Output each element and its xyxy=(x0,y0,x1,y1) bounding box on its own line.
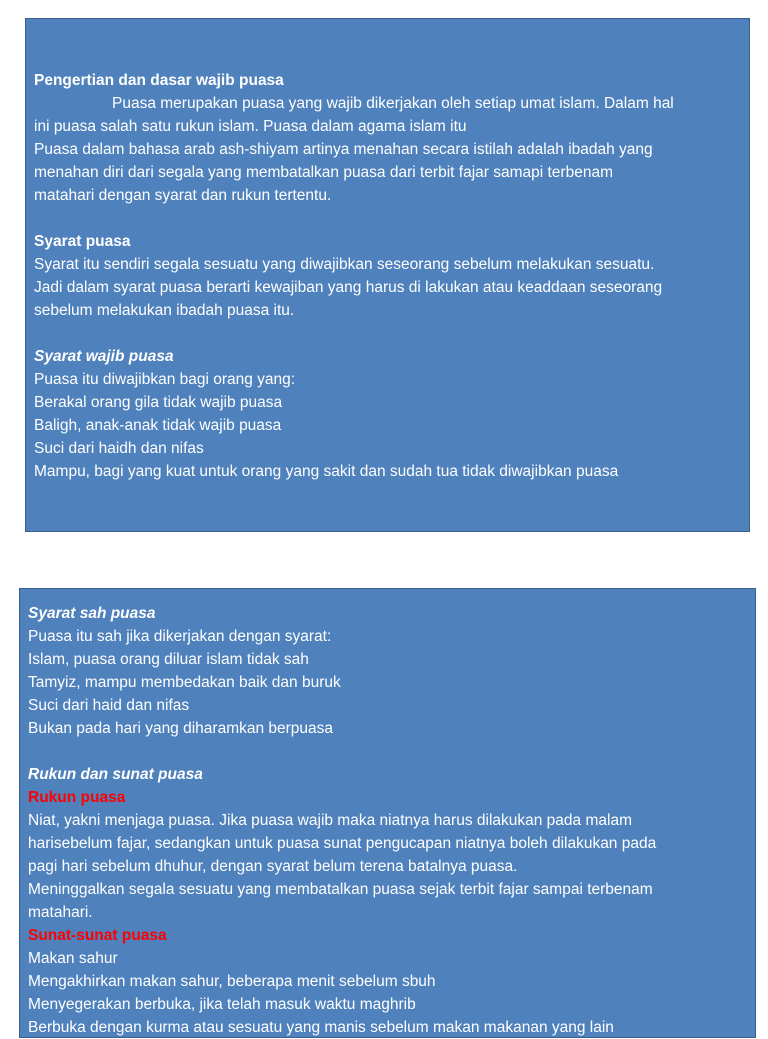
text-line: pagi hari sebelum dhuhur, dengan syarat belum terena batalnya puasa. xyxy=(28,858,518,875)
text-line: Makan sahur xyxy=(28,950,118,967)
heading-rukun-sunat: Rukun dan sunat puasa xyxy=(28,766,203,783)
text-line: Baligh, anak-anak tidak wajib puasa xyxy=(34,417,282,434)
text-line: harisebelum fajar, sedangkan untuk puasa sunat pengucapan niatnya boleh dilakukan pada xyxy=(28,835,657,852)
text-line: menahan diri dari segala yang membatalkan puasa dari terbit fajar samapi terbenam xyxy=(34,164,613,181)
slide-2 xyxy=(19,588,756,1038)
text-line: Puasa merupakan puasa yang wajib dikerjakan oleh setiap umat islam. Dalam hal xyxy=(112,95,674,112)
text-line: Suci dari haid dan nifas xyxy=(28,697,190,714)
text-line: Berbuka dengan kurma atau sesuatu yang manis sebelum makan makanan yang lain xyxy=(28,1019,614,1036)
text-line: Tamyiz, mampu membedakan baik dan buruk xyxy=(28,674,341,691)
heading-syarat-sah: Syarat sah puasa xyxy=(28,605,156,622)
text-line: Mampu, bagi yang kuat untuk orang yang sakit dan sudah tua tidak diwajibkan puasa xyxy=(34,463,619,480)
subheading-rukun-puasa: Rukun puasa xyxy=(28,789,126,806)
text-line: Bukan pada hari yang diharamkan berpuasa xyxy=(28,720,334,737)
subheading-sunat-puasa: Sunat-sunat puasa xyxy=(28,927,167,944)
text-line: matahari dengan syarat dan rukun tertentu. xyxy=(34,187,332,204)
heading-syarat-puasa: Syarat puasa xyxy=(34,233,131,250)
text-line: Niat, yakni menjaga puasa. Jika puasa wajib maka niatnya harus dilakukan pada malam xyxy=(28,812,632,829)
text-line: Syarat itu sendiri segala sesuatu yang diwajibkan seseorang sebelum melakukan sesuatu. xyxy=(34,256,655,273)
heading-pengertian: Pengertian dan dasar wajib puasa xyxy=(34,72,284,89)
text-line: Menyegerakan berbuka, jika telah masuk waktu maghrib xyxy=(28,996,416,1013)
slide-1 xyxy=(25,18,750,532)
text-line: Puasa itu diwajibkan bagi orang yang: xyxy=(34,371,296,388)
text-line: Berakal orang gila tidak wajib puasa xyxy=(34,394,283,411)
text-line: sebelum melakukan ibadah puasa itu. xyxy=(34,302,295,319)
text-line: Islam, puasa orang diluar islam tidak sah xyxy=(28,651,309,668)
text-line: Jadi dalam syarat puasa berarti kewajiban yang harus di lakukan atau keaddaan seseorang xyxy=(34,279,663,296)
text-line: ini puasa salah satu rukun islam. Puasa dalam agama islam itu xyxy=(34,118,467,135)
text-line: Mengakhirkan makan sahur, beberapa menit sebelum sbuh xyxy=(28,973,436,990)
text-line: Suci dari haidh dan nifas xyxy=(34,440,204,457)
heading-syarat-wajib: Syarat wajib puasa xyxy=(34,348,174,365)
text-line: Puasa dalam bahasa arab ash-shiyam artinya menahan secara istilah adalah ibadah yang xyxy=(34,141,653,158)
text-line: matahari. xyxy=(28,904,93,921)
text-line: Meninggalkan segala sesuatu yang membatalkan puasa sejak terbit fajar sampai terbenam xyxy=(28,881,653,898)
text-line: Puasa itu sah jika dikerjakan dengan syarat: xyxy=(28,628,332,645)
